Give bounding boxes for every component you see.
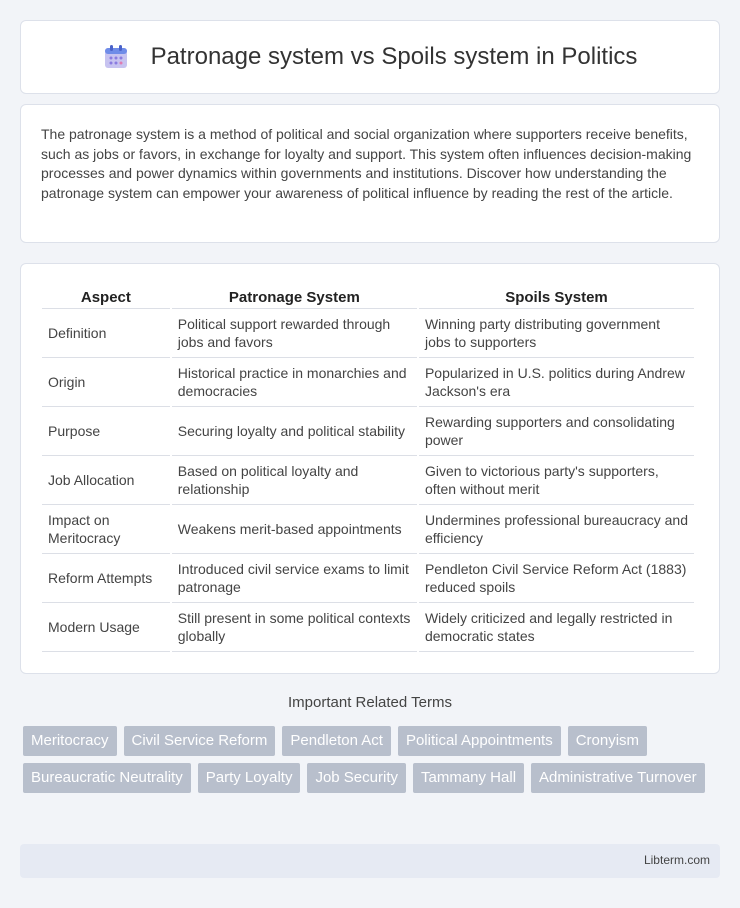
cell-patronage: Weakens merit-based appointments xyxy=(172,505,417,554)
cell-patronage: Based on political loyalty and relationship xyxy=(172,456,417,505)
table-row xyxy=(42,407,694,456)
cell-aspect: Modern Usage xyxy=(42,603,170,652)
header-patronage: Patronage System xyxy=(172,286,417,309)
footer xyxy=(20,844,720,878)
cell-patronage: Historical practice in monarchies and democracies xyxy=(172,358,417,407)
term-tag[interactable]: Meritocracy xyxy=(23,726,117,756)
cell-spoils: Popularized in U.S. politics during Andrew Jackson's era xyxy=(419,358,694,407)
term-tag[interactable]: Political Appointments xyxy=(398,726,561,756)
term-tag[interactable]: Party Loyalty xyxy=(198,763,301,793)
table-row xyxy=(42,309,694,358)
related-terms-title: Important Related Terms xyxy=(288,694,452,711)
comparison-table xyxy=(40,286,696,652)
cell-spoils: Given to victorious party's supporters, often without merit xyxy=(419,456,694,505)
table-row xyxy=(42,358,694,407)
comparison-card xyxy=(20,263,720,674)
term-tag[interactable]: Cronyism xyxy=(568,726,647,756)
table-row xyxy=(42,505,694,554)
cell-patronage: Political support rewarded through jobs and favors xyxy=(172,309,417,358)
cell-spoils: Undermines professional bureaucracy and efficiency xyxy=(419,505,694,554)
page-title: Patronage system vs Spoils system in Politics xyxy=(150,43,638,70)
title-card xyxy=(20,20,720,94)
term-tag[interactable]: Bureaucratic Neutrality xyxy=(23,763,191,793)
header-spoils: Spoils System xyxy=(419,286,694,309)
cell-aspect: Origin xyxy=(42,358,170,407)
term-tag[interactable]: Pendleton Act xyxy=(282,726,391,756)
term-tag[interactable]: Job Security xyxy=(307,763,406,793)
cell-aspect: Job Allocation xyxy=(42,456,170,505)
table-row xyxy=(42,456,694,505)
term-tag[interactable]: Civil Service Reform xyxy=(124,726,276,756)
footer-site-link[interactable]: Libterm.com xyxy=(643,853,710,867)
cell-patronage: Securing loyalty and political stability xyxy=(172,407,417,456)
cell-aspect: Purpose xyxy=(42,407,170,456)
cell-aspect: Definition xyxy=(42,309,170,358)
intro-text: The patronage system is a method of political and social organization where supporters receive benefits, such as jobs or favors, in exchange for loyalty and support. This system often influences decision-making processes and power dynamics within governments and institutions. Discover how understanding the patronage system can empower your awareness of political influence by reading the rest of the article. xyxy=(41,126,692,202)
cell-spoils: Widely criticized and legally restricted in democratic states xyxy=(419,603,694,652)
cell-aspect: Reform Attempts xyxy=(42,554,170,603)
cell-patronage: Still present in some political contexts globally xyxy=(172,603,417,652)
cell-aspect: Impact on Meritocracy xyxy=(42,505,170,554)
intro-card xyxy=(20,104,720,243)
table-header-row xyxy=(42,286,694,309)
header-aspect: Aspect xyxy=(42,286,170,309)
term-tag[interactable]: Administrative Turnover xyxy=(531,763,705,793)
cell-spoils: Rewarding supporters and consolidating power xyxy=(419,407,694,456)
table-row xyxy=(42,603,694,652)
related-terms-list xyxy=(23,726,723,793)
cell-spoils: Winning party distributing government jobs to supporters xyxy=(419,309,694,358)
table-row xyxy=(42,554,694,603)
calendar-icon xyxy=(103,44,129,70)
cell-spoils: Pendleton Civil Service Reform Act (1883) reduced spoils xyxy=(419,554,694,603)
term-tag[interactable]: Tammany Hall xyxy=(413,763,524,793)
cell-patronage: Introduced civil service exams to limit patronage xyxy=(172,554,417,603)
